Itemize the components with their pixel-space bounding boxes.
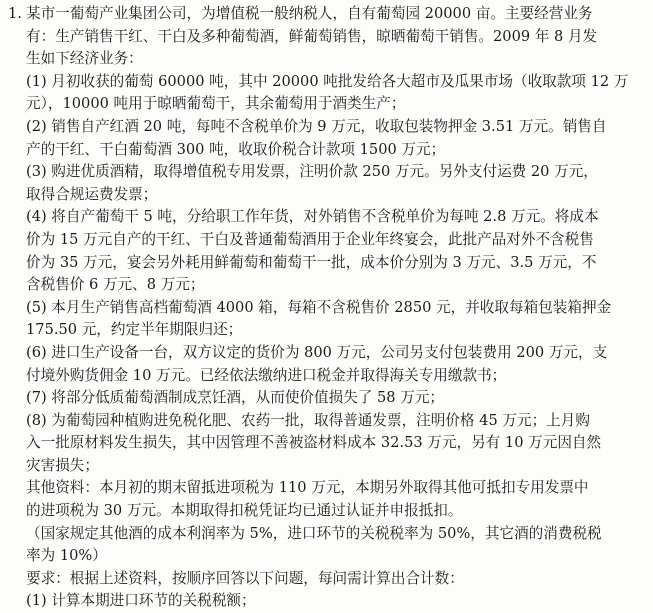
text-line: (4) 将自产葡萄干 5 吨，分给职工作年货，对外销售不含税单价为每吨 2.8 万元。将成本 [26,208,599,226]
text-line: 的进项税为 30 万元。本期取得扣税凭证均已通过认证并申报抵扣。 [26,502,463,520]
text-line: (1) 计算本期进口环节的关税税额； [26,592,256,610]
text-line: 生如下经济业务： [26,50,143,68]
text-line: (1) 月初收获的葡萄 60000 吨，其中 20000 吨批发给各大超市及瓜果市场（收取款项 12 万 [26,72,629,90]
text-line: 1. 某市一葡萄产业集团公司，为增值税一般纳税人，自有葡萄园 20000 亩。主要经营业务 [8,3,643,26]
text-line: (2) 销售自产红酒 20 吨，每吨不含税单价为 9 万元，收取包装物押金 3.51 万元。销售自 [26,117,607,135]
text-line: (7) 将部分低质葡萄酒制成烹饪酒，从而使价值损失了 58 万元； [26,389,445,407]
text-line: 元），10000 吨用于晾晒葡萄干，其余葡萄用于酒类生产； [26,95,406,113]
text-line: 价为 35 万元，宴会另外耗用鲜葡萄和葡萄干一批，成本价分别为 3 万元、3.5 万元，不 [26,253,597,271]
question-number: 1. [8,5,22,22]
text-line: 其他资料：本月初的期末留抵进项税为 110 万元，本期另外取得其他可抵扣专用发票中 [26,479,589,497]
text-line: 产的干红、干白葡萄酒 300 吨，收取价税合计款项 1500 万元； [26,140,446,158]
text-line: 有：生产销售干红、干白及多种葡萄酒，鲜葡萄销售，晾晒葡萄干销售。2009 年 8 月发 [26,27,598,45]
text-line: 灾害损失； [26,456,99,474]
text-line: 付境外购货佣金 10 万元。已经依法缴纳进口税金并取得海关专用缴款书； [26,366,507,384]
text-line: (8) 为葡萄园种植购进免税化肥、农药一批，取得普通发票，注明价格 45 万元；上月购 [26,411,590,429]
text-line: 价为 15 万元自产的干红、干白及普通葡萄酒用于企业年终宴会，此批产品对外不含税售 [26,230,594,248]
text-line: 含税售价 6 万元、8 万元； [26,276,205,294]
text-line: 率为 10%） [26,547,107,565]
text-line: (3) 购进优质酒精，取得增值税专用发票，注明价款 250 万元。另外支付运费 20 万元， [26,163,598,181]
text-line: 要求：根据上述资料，按顺序回答以下问题，每问需计算出合计数： [26,569,464,587]
text-line: (6) 进口生产设备一台，双方议定的货价为 800 万元，公司另支付包装费用 200 万元，支 [26,343,608,361]
text-line: 入一批原材料发生损失，其中因管理不善被盗材料成本 32.53 万元，另有 10 万元因自然 [26,434,602,452]
text-line: 取得合规运费发票； [26,185,158,203]
text-line: （国家规定其他酒的成本利润率为 5%，进口环节的关税税率为 50%，其它酒的消费税税 [26,524,602,542]
text-line: (5) 本月生产销售高档葡萄酒 4000 箱，每箱不含税售价 2850 元，并收取每箱包装箱押金 [26,298,612,316]
text-line: 175.50 元，约定半年期限归还； [26,321,243,339]
